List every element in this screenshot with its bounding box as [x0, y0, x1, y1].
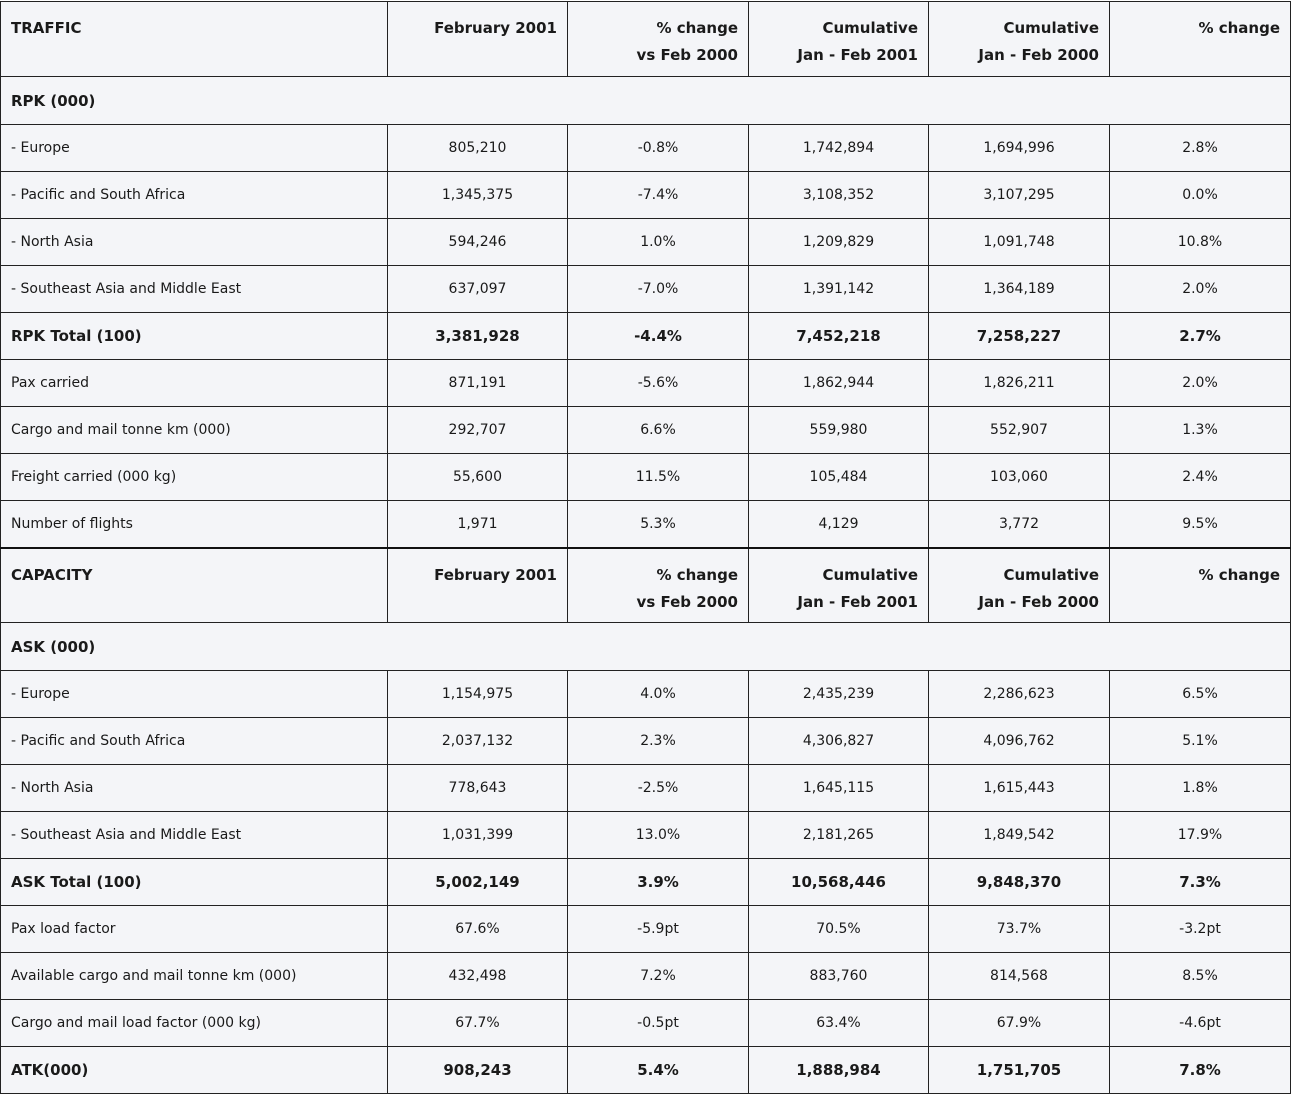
traffic-title: TRAFFIC	[1, 2, 388, 77]
row-label: Pax carried	[1, 360, 388, 407]
row-label: - North Asia	[1, 219, 388, 266]
column-header-text: % change	[656, 565, 738, 584]
row-value: 2,037,132	[388, 718, 568, 765]
traffic-section-row	[1, 77, 1291, 125]
row-label: Freight carried (000 kg)	[1, 454, 388, 501]
row-value: 3,381,928	[388, 313, 568, 360]
row-value: 1,391,142	[749, 266, 929, 313]
row-label: - Southeast Asia and Middle East	[1, 266, 388, 313]
row-value: 871,191	[388, 360, 568, 407]
column-header-text: vs Feb 2000	[636, 46, 738, 64]
row-value: 7,452,218	[749, 313, 929, 360]
row-value: 1,849,542	[929, 812, 1110, 859]
row-value: -0.5pt	[568, 1000, 749, 1047]
row-value: 9.5%	[1110, 501, 1291, 548]
table-row	[1, 360, 1291, 407]
row-value: 55,600	[388, 454, 568, 501]
row-value: 814,568	[929, 953, 1110, 1000]
row-value: 3.9%	[568, 859, 749, 906]
table-row	[1, 906, 1291, 953]
row-value: 1,694,996	[929, 125, 1110, 172]
row-value: 1,031,399	[388, 812, 568, 859]
row-value: 7.3%	[1110, 859, 1291, 906]
column-header-text: Cumulative	[822, 565, 918, 584]
row-label: ASK Total (100)	[1, 859, 388, 906]
column-header-text: Cumulative	[1003, 19, 1099, 37]
row-value: -4.6pt	[1110, 1000, 1291, 1047]
row-value: 778,643	[388, 765, 568, 812]
row-label: - Europe	[1, 125, 388, 172]
row-value: 1.3%	[1110, 407, 1291, 454]
row-label: ATK(000)	[1, 1047, 388, 1094]
row-value: 1,209,829	[749, 219, 929, 266]
column-header	[749, 2, 929, 77]
section-label: ASK (000)	[1, 623, 1291, 671]
table-row	[1, 501, 1291, 548]
table-row	[1, 219, 1291, 266]
row-value: 4.0%	[568, 671, 749, 718]
row-value: 1,826,211	[929, 360, 1110, 407]
traffic-header-row	[1, 2, 1291, 77]
row-value: 4,096,762	[929, 718, 1110, 765]
row-value: 1.0%	[568, 219, 749, 266]
row-value: 10.8%	[1110, 219, 1291, 266]
table-row	[1, 859, 1291, 906]
row-label: Cargo and mail load factor (000 kg)	[1, 1000, 388, 1047]
row-value: 2,435,239	[749, 671, 929, 718]
row-value: 2.3%	[568, 718, 749, 765]
row-value: 4,129	[749, 501, 929, 548]
row-value: 7.8%	[1110, 1047, 1291, 1094]
row-value: 1,971	[388, 501, 568, 548]
row-value: 17.9%	[1110, 812, 1291, 859]
table-row	[1, 718, 1291, 765]
row-label: Pax load factor	[1, 906, 388, 953]
row-value: 3,108,352	[749, 172, 929, 219]
row-value: 67.7%	[388, 1000, 568, 1047]
row-value: 6.6%	[568, 407, 749, 454]
column-header	[568, 2, 749, 77]
row-value: 105,484	[749, 454, 929, 501]
row-value: -3.2pt	[1110, 906, 1291, 953]
row-value: 2.0%	[1110, 266, 1291, 313]
row-value: -5.9pt	[568, 906, 749, 953]
row-label: Cargo and mail tonne km (000)	[1, 407, 388, 454]
row-value: 1,888,984	[749, 1047, 929, 1094]
table-row	[1, 172, 1291, 219]
row-label: Available cargo and mail tonne km (000)	[1, 953, 388, 1000]
row-value: 2.0%	[1110, 360, 1291, 407]
row-label: Number of flights	[1, 501, 388, 548]
row-label: - Europe	[1, 671, 388, 718]
row-value: -4.4%	[568, 313, 749, 360]
column-header-text: Cumulative	[1003, 565, 1099, 584]
row-value: 67.9%	[929, 1000, 1110, 1047]
row-value: 559,980	[749, 407, 929, 454]
column-header-text: Jan - Feb 2000	[978, 592, 1099, 611]
row-value: 0.0%	[1110, 172, 1291, 219]
row-value: -7.4%	[568, 172, 749, 219]
column-header-text: February 2001	[434, 565, 557, 584]
table-row	[1, 1000, 1291, 1047]
column-header-text: Jan - Feb 2000	[978, 46, 1099, 64]
row-value: 1,154,975	[388, 671, 568, 718]
row-value: 2,181,265	[749, 812, 929, 859]
column-header	[388, 2, 568, 77]
section-label: RPK (000)	[1, 77, 1291, 125]
row-label: RPK Total (100)	[1, 313, 388, 360]
row-value: 13.0%	[568, 812, 749, 859]
row-value: 3,772	[929, 501, 1110, 548]
row-value: 3,107,295	[929, 172, 1110, 219]
row-value: 67.6%	[388, 906, 568, 953]
capacity-title: CAPACITY	[1, 548, 388, 623]
row-value: 7,258,227	[929, 313, 1110, 360]
column-header	[388, 548, 568, 623]
row-label: - Southeast Asia and Middle East	[1, 812, 388, 859]
row-value: 5.3%	[568, 501, 749, 548]
column-header-text: vs Feb 2000	[636, 592, 738, 611]
column-header	[568, 548, 749, 623]
capacity-section-row	[1, 623, 1291, 671]
column-header-text: % change	[1198, 565, 1280, 584]
row-value: 5,002,149	[388, 859, 568, 906]
row-value: 2.7%	[1110, 313, 1291, 360]
row-value: 10,568,446	[749, 859, 929, 906]
row-value: 1,862,944	[749, 360, 929, 407]
row-value: 5.1%	[1110, 718, 1291, 765]
column-header	[929, 548, 1110, 623]
row-value: 1,751,705	[929, 1047, 1110, 1094]
column-header	[1110, 2, 1291, 77]
row-value: 4,306,827	[749, 718, 929, 765]
table-row	[1, 812, 1291, 859]
column-header	[749, 548, 929, 623]
row-value: 883,760	[749, 953, 929, 1000]
column-header-text: % change	[656, 19, 738, 37]
column-header-text: Jan - Feb 2001	[797, 592, 918, 611]
column-header-text: February 2001	[434, 19, 557, 37]
row-value: 103,060	[929, 454, 1110, 501]
row-value: 552,907	[929, 407, 1110, 454]
row-value: 9,848,370	[929, 859, 1110, 906]
row-value: 805,210	[388, 125, 568, 172]
table-row	[1, 1047, 1291, 1094]
row-value: 5.4%	[568, 1047, 749, 1094]
row-value: 637,097	[388, 266, 568, 313]
traffic-capacity-table	[0, 1, 1291, 1094]
row-value: 292,707	[388, 407, 568, 454]
column-header	[1110, 548, 1291, 623]
table-row	[1, 454, 1291, 501]
column-header	[929, 2, 1110, 77]
row-value: 11.5%	[568, 454, 749, 501]
table-row	[1, 313, 1291, 360]
table-row	[1, 266, 1291, 313]
row-value: 2,286,623	[929, 671, 1110, 718]
column-header-text: Cumulative	[822, 19, 918, 37]
row-value: 1,645,115	[749, 765, 929, 812]
row-value: -5.6%	[568, 360, 749, 407]
row-value: 73.7%	[929, 906, 1110, 953]
row-value: 1,345,375	[388, 172, 568, 219]
table-row	[1, 671, 1291, 718]
row-value: 6.5%	[1110, 671, 1291, 718]
row-value: 432,498	[388, 953, 568, 1000]
row-value: 7.2%	[568, 953, 749, 1000]
table-row	[1, 765, 1291, 812]
row-value: 8.5%	[1110, 953, 1291, 1000]
row-value: -2.5%	[568, 765, 749, 812]
row-value: 1,742,894	[749, 125, 929, 172]
row-value: 908,243	[388, 1047, 568, 1094]
table-row	[1, 953, 1291, 1000]
row-value: -7.0%	[568, 266, 749, 313]
row-value: 1,615,443	[929, 765, 1110, 812]
table-row	[1, 125, 1291, 172]
column-header-text: % change	[1198, 19, 1280, 37]
row-label: - Pacific and South Africa	[1, 718, 388, 765]
row-value: 1,364,189	[929, 266, 1110, 313]
capacity-header-row	[1, 548, 1291, 623]
column-header-text: Jan - Feb 2001	[797, 46, 918, 64]
row-value: 1.8%	[1110, 765, 1291, 812]
row-value: 70.5%	[749, 906, 929, 953]
row-value: 2.4%	[1110, 454, 1291, 501]
row-value: 1,091,748	[929, 219, 1110, 266]
row-label: - Pacific and South Africa	[1, 172, 388, 219]
row-value: 2.8%	[1110, 125, 1291, 172]
row-value: 63.4%	[749, 1000, 929, 1047]
row-value: -0.8%	[568, 125, 749, 172]
row-value: 594,246	[388, 219, 568, 266]
table-row	[1, 407, 1291, 454]
row-label: - North Asia	[1, 765, 388, 812]
